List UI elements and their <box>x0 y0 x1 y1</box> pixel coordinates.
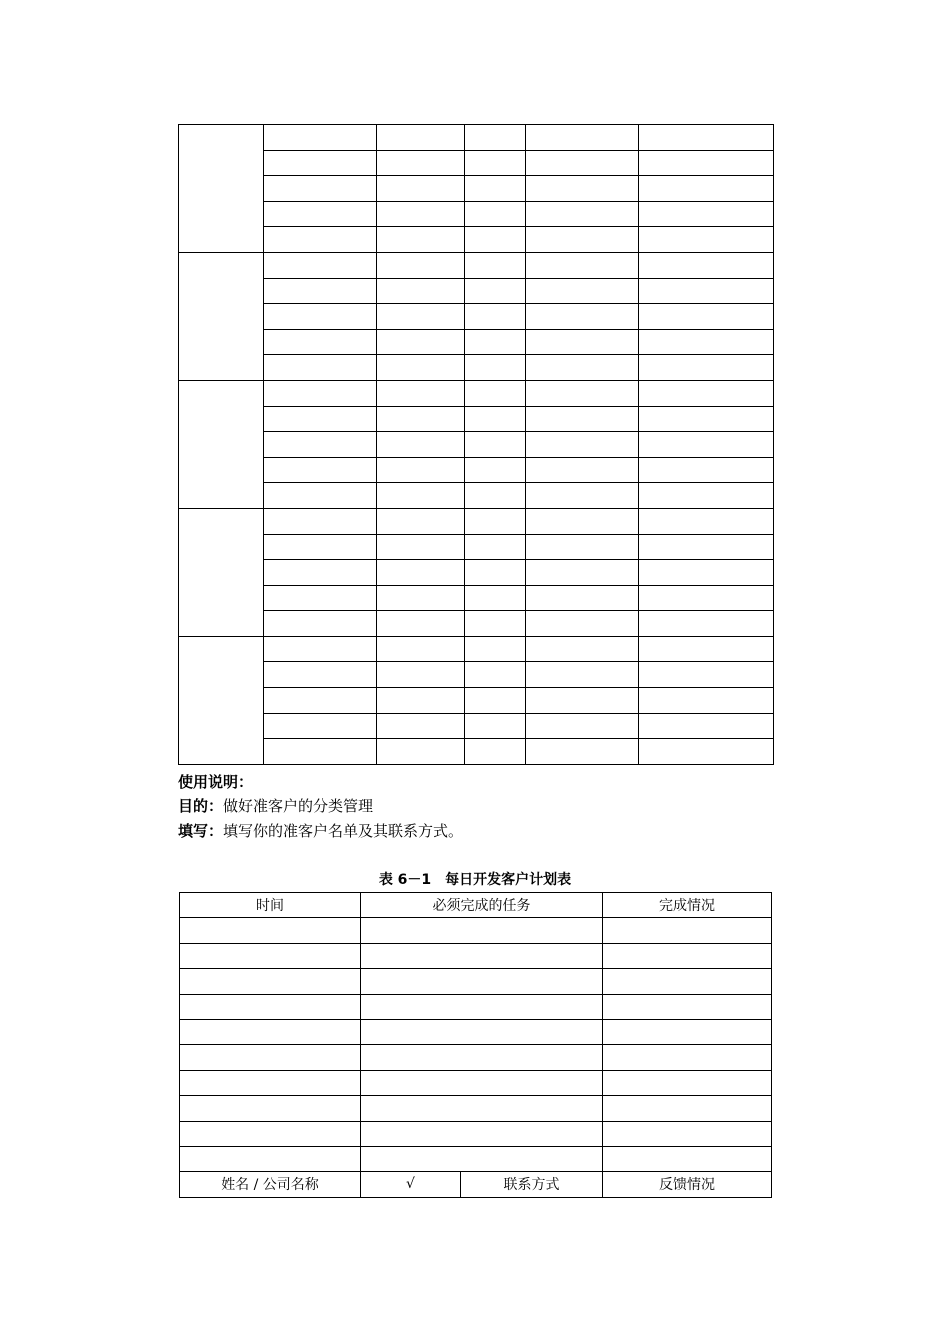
prospect-cell <box>377 150 465 176</box>
prospect-cell <box>639 560 774 586</box>
prospect-cell <box>639 739 774 765</box>
prospect-cell <box>465 662 526 688</box>
prospect-cell <box>264 483 377 509</box>
prospect-cell <box>639 406 774 432</box>
prospect-cell <box>377 508 465 534</box>
prospect-cell <box>639 688 774 714</box>
prospect-cell <box>465 585 526 611</box>
prospect-cell <box>465 252 526 278</box>
prospect-cell <box>465 304 526 330</box>
prospect-cell <box>639 662 774 688</box>
prospect-cell <box>526 585 639 611</box>
plan-time-cell <box>180 1121 361 1146</box>
prospect-cell <box>639 457 774 483</box>
purpose-text: 做好准客户的分类管理 <box>223 797 374 815</box>
prospect-cell <box>377 739 465 765</box>
prospect-cell <box>377 252 465 278</box>
prospect-cell <box>465 176 526 202</box>
plan-footer-row <box>180 1172 772 1197</box>
prospect-cell <box>264 688 377 714</box>
prospect-cell <box>526 355 639 381</box>
prospect-cell <box>526 150 639 176</box>
prospect-cell <box>264 662 377 688</box>
prospect-group-cell <box>179 125 264 253</box>
prospect-cell <box>377 585 465 611</box>
plan-task-cell <box>361 943 603 968</box>
plan-status-cell <box>603 969 772 994</box>
prospect-cell <box>377 662 465 688</box>
prospect-cell <box>639 304 774 330</box>
prospect-cell <box>264 150 377 176</box>
header-status: 完成情况 <box>603 893 772 918</box>
prospect-cell <box>377 534 465 560</box>
prospect-cell <box>377 176 465 202</box>
plan-status-cell <box>603 918 772 943</box>
prospect-cell <box>264 380 377 406</box>
prospect-cell <box>465 355 526 381</box>
plan-row <box>180 1146 772 1171</box>
prospect-cell <box>526 329 639 355</box>
prospect-cell <box>264 304 377 330</box>
prospect-cell <box>639 483 774 509</box>
prospect-cell <box>377 380 465 406</box>
daily-plan-table-body <box>180 893 772 1198</box>
fill-label: 填写： <box>178 822 224 840</box>
plan-task-cell <box>361 1096 603 1121</box>
prospect-row <box>179 355 774 381</box>
fill-text: 填写你的准客户名单及其联系方式。 <box>223 822 464 840</box>
prospect-table-body <box>179 125 774 765</box>
prospect-cell <box>264 508 377 534</box>
prospect-cell <box>264 125 377 151</box>
prospect-row <box>179 432 774 458</box>
prospect-group-cell <box>179 380 264 508</box>
plan-row <box>180 918 772 943</box>
prospect-row <box>179 227 774 253</box>
plan-row <box>180 943 772 968</box>
plan-time-cell <box>180 1045 361 1070</box>
prospect-cell <box>526 406 639 432</box>
prospect-cell <box>526 252 639 278</box>
prospect-cell <box>264 534 377 560</box>
prospect-cell <box>639 611 774 637</box>
prospect-row <box>179 688 774 714</box>
prospect-cell <box>377 483 465 509</box>
prospect-cell <box>465 560 526 586</box>
prospect-row <box>179 278 774 304</box>
header-tasks: 必须完成的任务 <box>361 893 603 918</box>
prospect-cell <box>526 662 639 688</box>
prospect-cell <box>264 585 377 611</box>
prospect-row <box>179 636 774 662</box>
prospect-row <box>179 201 774 227</box>
purpose-label: 目的： <box>178 797 224 815</box>
prospect-row <box>179 406 774 432</box>
prospect-cell <box>465 201 526 227</box>
prospect-cell <box>526 508 639 534</box>
plan-time-cell <box>180 918 361 943</box>
prospect-cell <box>526 636 639 662</box>
plan-status-cell <box>603 1146 772 1171</box>
header-time: 时间 <box>180 893 361 918</box>
prospect-cell <box>465 380 526 406</box>
prospect-group-cell <box>179 252 264 380</box>
prospect-row <box>179 560 774 586</box>
prospect-row <box>179 125 774 151</box>
prospect-cell <box>264 278 377 304</box>
plan-row <box>180 1045 772 1070</box>
prospect-row <box>179 534 774 560</box>
prospect-cell <box>526 483 639 509</box>
plan-row <box>180 1019 772 1044</box>
prospect-cell <box>526 201 639 227</box>
prospect-cell <box>377 329 465 355</box>
footer-check: √ <box>361 1172 461 1197</box>
prospect-group-cell <box>179 636 264 764</box>
prospect-cell <box>377 611 465 637</box>
prospect-cell <box>639 252 774 278</box>
plan-time-cell <box>180 1019 361 1044</box>
prospect-cell <box>639 585 774 611</box>
prospect-cell <box>526 688 639 714</box>
prospect-cell <box>377 227 465 253</box>
prospect-cell <box>377 278 465 304</box>
prospect-cell <box>264 201 377 227</box>
usage-heading-text: 使用说明： <box>178 773 254 791</box>
prospect-row <box>179 252 774 278</box>
prospect-cell <box>639 329 774 355</box>
prospect-cell <box>465 483 526 509</box>
plan-table-title: 表 6－1 每日开发客户计划表 <box>378 872 572 888</box>
prospect-cell <box>639 201 774 227</box>
prospect-cell <box>639 380 774 406</box>
prospect-row <box>179 483 774 509</box>
prospect-cell <box>377 688 465 714</box>
prospect-cell <box>526 278 639 304</box>
plan-row <box>180 1121 772 1146</box>
plan-status-cell <box>603 1019 772 1044</box>
prospect-cell <box>264 432 377 458</box>
prospect-cell <box>639 176 774 202</box>
prospect-cell <box>465 406 526 432</box>
prospect-cell <box>526 176 639 202</box>
prospect-cell <box>465 457 526 483</box>
prospect-cell <box>526 432 639 458</box>
plan-status-cell <box>603 943 772 968</box>
footer-feedback: 反馈情况 <box>603 1172 772 1197</box>
prospect-cell <box>639 150 774 176</box>
prospect-cell <box>465 739 526 765</box>
prospect-cell <box>526 304 639 330</box>
plan-row <box>180 1070 772 1095</box>
plan-time-cell <box>180 1146 361 1171</box>
prospect-row <box>179 380 774 406</box>
plan-task-cell <box>361 1121 603 1146</box>
prospect-cell <box>377 636 465 662</box>
prospect-row <box>179 457 774 483</box>
prospect-cell <box>526 713 639 739</box>
prospect-cell <box>465 329 526 355</box>
prospect-cell <box>377 560 465 586</box>
prospect-cell <box>264 636 377 662</box>
plan-header-row <box>180 893 772 918</box>
prospect-cell <box>639 125 774 151</box>
plan-status-cell <box>603 1121 772 1146</box>
prospect-cell <box>526 227 639 253</box>
prospect-cell <box>377 125 465 151</box>
prospect-row <box>179 329 774 355</box>
prospect-table <box>178 124 774 765</box>
prospect-row <box>179 713 774 739</box>
prospect-cell <box>465 125 526 151</box>
footer-name-company: 姓名 / 公司名称 <box>180 1172 361 1197</box>
plan-time-cell <box>180 943 361 968</box>
prospect-cell <box>526 380 639 406</box>
prospect-cell <box>639 278 774 304</box>
prospect-cell <box>264 329 377 355</box>
prospect-cell <box>264 457 377 483</box>
plan-status-cell <box>603 1096 772 1121</box>
plan-task-cell <box>361 994 603 1019</box>
prospect-row <box>179 585 774 611</box>
prospect-cell <box>465 688 526 714</box>
prospect-cell <box>377 713 465 739</box>
prospect-cell <box>465 432 526 458</box>
plan-status-cell <box>603 994 772 1019</box>
prospect-cell <box>465 611 526 637</box>
plan-task-cell <box>361 1019 603 1044</box>
plan-row <box>180 994 772 1019</box>
plan-row <box>180 1096 772 1121</box>
prospect-cell <box>639 355 774 381</box>
prospect-cell <box>639 432 774 458</box>
prospect-cell <box>377 432 465 458</box>
prospect-cell <box>639 713 774 739</box>
prospect-row <box>179 662 774 688</box>
prospect-row <box>179 739 774 765</box>
prospect-row <box>179 150 774 176</box>
prospect-cell <box>526 611 639 637</box>
prospect-cell <box>377 457 465 483</box>
prospect-cell <box>264 355 377 381</box>
purpose-line <box>178 794 373 818</box>
prospect-cell <box>264 560 377 586</box>
prospect-cell <box>465 150 526 176</box>
prospect-cell <box>264 252 377 278</box>
prospect-row <box>179 508 774 534</box>
daily-plan-table <box>179 892 772 1198</box>
plan-task-cell <box>361 918 603 943</box>
fill-line <box>178 819 463 843</box>
plan-task-cell <box>361 1070 603 1095</box>
prospect-cell <box>264 406 377 432</box>
prospect-group-cell <box>179 508 264 636</box>
prospect-row <box>179 304 774 330</box>
prospect-cell <box>264 227 377 253</box>
plan-task-cell <box>361 969 603 994</box>
prospect-cell <box>264 739 377 765</box>
plan-status-cell <box>603 1070 772 1095</box>
plan-row <box>180 969 772 994</box>
prospect-row <box>179 176 774 202</box>
prospect-cell <box>639 534 774 560</box>
prospect-cell <box>377 304 465 330</box>
prospect-cell <box>377 201 465 227</box>
prospect-cell <box>526 739 639 765</box>
prospect-cell <box>377 355 465 381</box>
prospect-cell <box>639 636 774 662</box>
prospect-cell <box>465 713 526 739</box>
prospect-row <box>179 611 774 637</box>
plan-time-cell <box>180 969 361 994</box>
plan-time-cell <box>180 1096 361 1121</box>
prospect-cell <box>639 227 774 253</box>
prospect-cell <box>465 508 526 534</box>
plan-task-cell <box>361 1045 603 1070</box>
prospect-cell <box>264 176 377 202</box>
prospect-cell <box>264 713 377 739</box>
footer-contact: 联系方式 <box>461 1172 603 1197</box>
prospect-cell <box>377 406 465 432</box>
plan-time-cell <box>180 1070 361 1095</box>
prospect-cell <box>526 560 639 586</box>
usage-heading <box>178 770 253 794</box>
plan-task-cell <box>361 1146 603 1171</box>
prospect-cell <box>465 278 526 304</box>
prospect-cell <box>465 227 526 253</box>
prospect-cell <box>526 457 639 483</box>
plan-status-cell <box>603 1045 772 1070</box>
prospect-cell <box>526 534 639 560</box>
prospect-cell <box>465 534 526 560</box>
prospect-cell <box>264 611 377 637</box>
prospect-cell <box>526 125 639 151</box>
prospect-cell <box>639 508 774 534</box>
plan-time-cell <box>180 994 361 1019</box>
prospect-cell <box>465 636 526 662</box>
